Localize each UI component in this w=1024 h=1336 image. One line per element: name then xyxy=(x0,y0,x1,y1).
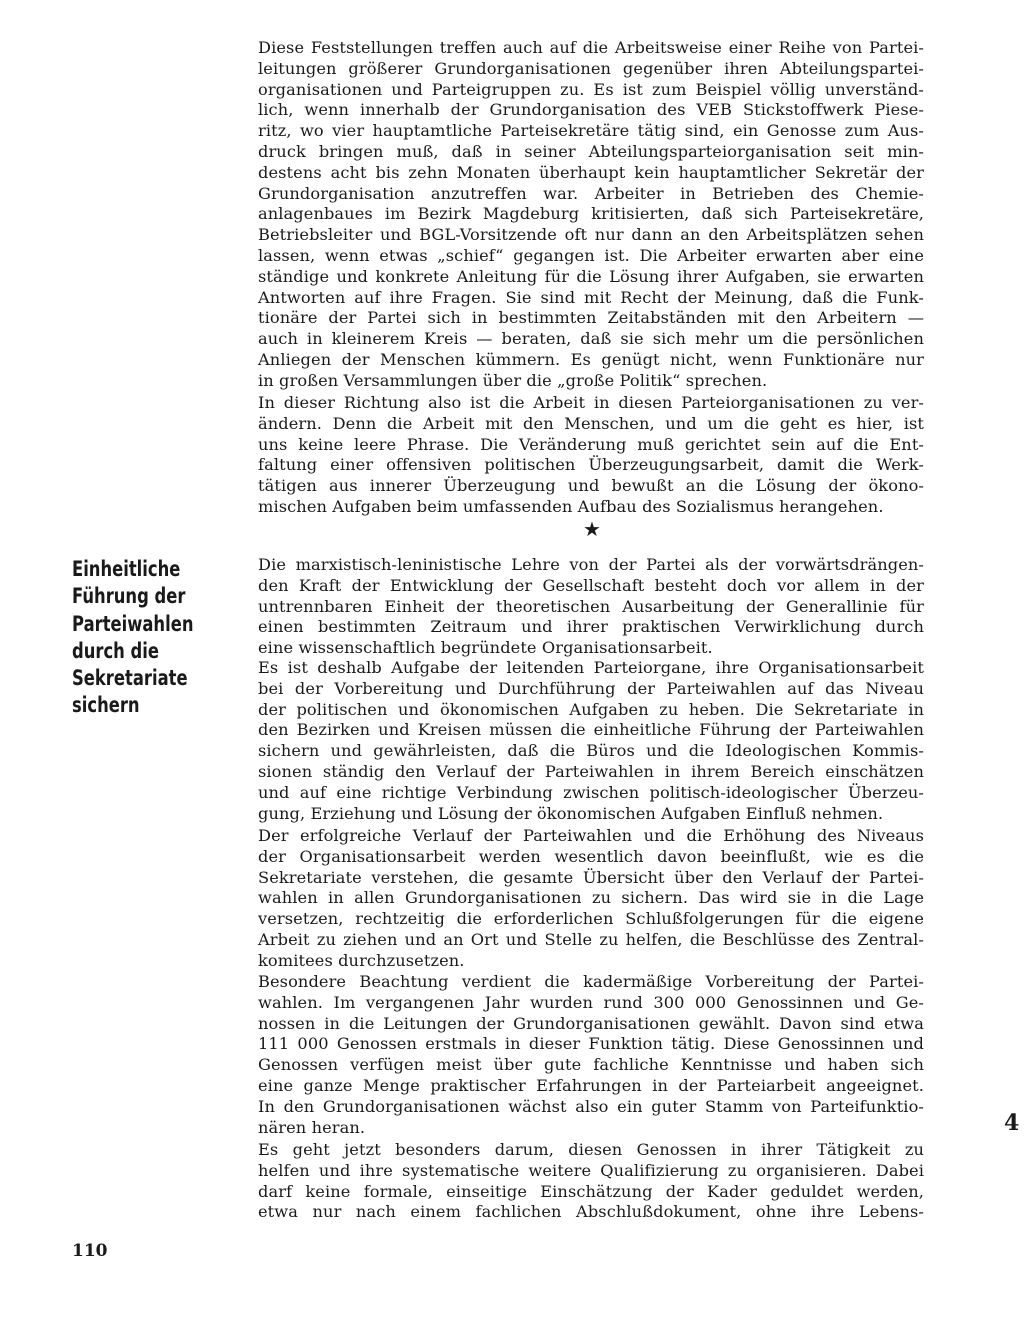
text-line: untrennbaren Einheit der theoretischen Ausarbeitung der Generallinie für xyxy=(258,596,924,616)
text-line: Arbeit zu ziehen und an Ort und Stelle zu helfen, die Beschlüsse des Zentral- xyxy=(258,929,924,949)
text-line: den Bezirken und Kreisen müssen die einheitliche Führung der Parteiwahlen xyxy=(258,720,924,740)
text-line: Anliegen der Menschen kümmern. Es genügt nicht, wenn Funktionäre nur xyxy=(258,349,924,369)
text-line: in großen Versammlungen über die „große Politik“ sprechen. xyxy=(258,370,768,390)
margin-marker-number: 4 xyxy=(1004,1110,1020,1136)
text-line: mischen Aufgaben beim umfassenden Aufbau des Sozialismus herangehen. xyxy=(258,496,884,516)
text-line: druck bringen muß, daß in seiner Abteilungsparteiorganisation seit min- xyxy=(258,141,924,161)
body-paragraph xyxy=(258,972,924,1138)
text-line: der Organisationsarbeit werden wesentlich davon beeinflußt, wie es die xyxy=(258,846,924,866)
text-line: und auf eine richtige Verbindung zwischen politisch-ideologischer Überzeu- xyxy=(258,782,924,802)
text-line: darf keine formale, einseitige Einschätzung der Kader geduldet werden, xyxy=(258,1181,924,1201)
body-paragraph xyxy=(258,38,924,392)
text-line: 111 000 Genossen erstmals in dieser Funktion tätig. Diese Genossinnen und xyxy=(258,1034,924,1054)
text-line: ändern. Denn die Arbeit mit den Menschen, und um die geht es hier, ist xyxy=(258,413,924,433)
body-paragraph xyxy=(258,826,924,972)
text-line: ständige und konkrete Anleitung für die Lösung ihrer Aufgaben, sie erwarten xyxy=(258,266,924,286)
text-line: tätigen aus innerer Überzeugung und bewußt an die Lösung der ökono- xyxy=(258,476,924,496)
text-line: Es ist deshalb Aufgabe der leitenden Parteiorgane, ihre Organisationsarbeit xyxy=(258,658,924,677)
body-paragraph xyxy=(258,1140,924,1223)
text-line: destens acht bis zehn Monaten überhaupt kein hauptamtlicher Sekretär der xyxy=(258,162,924,182)
text-line: der politischen und ökonomischen Aufgaben zu heben. Die Sekretariate in xyxy=(258,699,924,719)
text-line: Genossen verfügen meist über gute fachliche Kenntnisse und haben sich xyxy=(258,1055,924,1075)
text-line: nären heran. xyxy=(258,1117,366,1137)
text-line: lich, wenn innerhalb der Grundorganisation des VEB Stickstoffwerk Piese- xyxy=(258,100,924,120)
text-line: Die marxistisch-leninistische Lehre von der Partei als der vorwärtsdrängen- xyxy=(258,555,924,574)
text-line: eine wissenschaftlich begründete Organisationsarbeit. xyxy=(258,638,713,658)
text-line: Grundorganisation anzutreffen war. Arbeiter in Betrieben des Chemie- xyxy=(258,183,924,203)
text-line: eine ganze Menge praktischer Erfahrungen in der Parteiarbeit angeeignet. xyxy=(258,1075,924,1095)
heading-line: Einheitliche xyxy=(72,557,181,581)
text-line: bei der Vorbereitung und Durchführung der Parteiwahlen auf das Niveau xyxy=(258,678,924,698)
section-side-heading xyxy=(72,556,194,720)
text-line: Der erfolgreiche Verlauf der Parteiwahlen und die Erhöhung des Niveaus xyxy=(258,826,924,845)
text-line: Betriebsleiter und BGL-Vorsitzende oft nur dann an den Arbeitsplätzen sehen xyxy=(258,225,924,245)
text-line: Es geht jetzt besonders darum, diesen Genossen in ihrer Tätigkeit zu xyxy=(258,1140,924,1159)
body-paragraph xyxy=(258,555,924,659)
text-line: etwa nur nach einem fachlichen Abschlußdokument, ohne ihre Lebens- xyxy=(258,1202,924,1222)
heading-line: Parteiwahlen xyxy=(72,611,194,636)
text-line: helfen und ihre systematische weitere Qualifizierung zu organisieren. Dabei xyxy=(258,1160,924,1180)
text-line: organisationen und Parteigruppen zu. Es ist zum Beispiel völlig unverständ- xyxy=(258,79,924,99)
text-line: Sekretariate verstehen, die gesamte Übersicht über den Verlauf der Partei- xyxy=(258,867,924,887)
text-line: faltung einer offensiven politischen Überzeugungsarbeit, damit die Werk- xyxy=(258,455,924,475)
body-paragraph xyxy=(258,393,924,518)
text-line: sichern und gewährleisten, daß die Büros und die Ideologischen Kommis- xyxy=(258,741,924,761)
text-line: Antworten auf ihre Fragen. Sie sind mit Recht der Meinung, daß die Funk- xyxy=(258,287,924,307)
heading-line: Sekretariate xyxy=(72,666,188,691)
heading-line: durch die xyxy=(72,638,159,663)
text-line: wahlen. Im vergangenen Jahr wurden rund 300 000 Genossinnen und Ge- xyxy=(258,992,924,1012)
text-line: komitees durchzusetzen. xyxy=(258,950,465,970)
heading-line: sichern xyxy=(72,693,140,718)
text-line: Diese Feststellungen treffen auch auf die Arbeitsweise einer Reihe von Partei- xyxy=(258,38,924,57)
section-separator-star: ★ xyxy=(583,517,601,541)
text-line: lassen, wenn etwas „schief“ gegangen ist. Die Arbeiter erwarten aber eine xyxy=(258,245,924,265)
text-line: Besondere Beachtung verdient die kadermäßige Vorbereitung der Partei- xyxy=(258,972,924,991)
text-line: den Kraft der Entwicklung der Gesellschaft besteht doch vor allem in der xyxy=(258,575,924,595)
text-line: versetzen, rechtzeitig die erforderlichen Schlußfolgerungen für die eigene xyxy=(258,909,924,929)
text-line: gung, Erziehung und Lösung der ökonomischen Aufgaben Einfluß nehmen. xyxy=(258,803,884,823)
text-line: einen bestimmten Zeitraum und ihrer praktischen Verwirklichung durch xyxy=(258,617,924,637)
body-paragraph xyxy=(258,658,924,824)
text-line: In dieser Richtung also ist die Arbeit in diesen Parteiorganisationen zu ver- xyxy=(258,393,924,412)
text-line: sionen ständig den Verlauf der Parteiwahlen in ihrem Bereich einschätzen xyxy=(258,761,924,781)
text-line: ritz, wo vier hauptamtliche Parteisekretäre tätig sind, ein Genosse zum Aus- xyxy=(258,121,924,141)
text-line: nossen in die Leitungen der Grundorganisationen gewählt. Davon sind etwa xyxy=(258,1013,924,1033)
text-line: uns keine leere Phrase. Die Veränderung muß gerichtet sein auf die Ent- xyxy=(258,434,924,454)
heading-line: Führung der xyxy=(72,584,186,609)
text-line: auch in kleinerem Kreis — beraten, daß sie sich mehr um die persönlichen xyxy=(258,329,924,349)
text-line: anlagenbaues im Bezirk Magdeburg kritisierten, daß sich Parteisekretäre, xyxy=(258,204,924,224)
text-line: tionäre der Partei sich in bestimmten Zeitabständen mit den Arbeitern — xyxy=(258,308,924,328)
text-line: In den Grundorganisationen wächst also ein guter Stamm von Parteifunktio- xyxy=(258,1096,924,1116)
text-line: leitungen größerer Grundorganisationen gegenüber ihren Abteilungspartei- xyxy=(258,58,924,78)
page-number: 110 xyxy=(72,1241,108,1261)
text-line: wahlen in allen Grundorganisationen zu sichern. Das wird sie in die Lage xyxy=(258,888,924,908)
